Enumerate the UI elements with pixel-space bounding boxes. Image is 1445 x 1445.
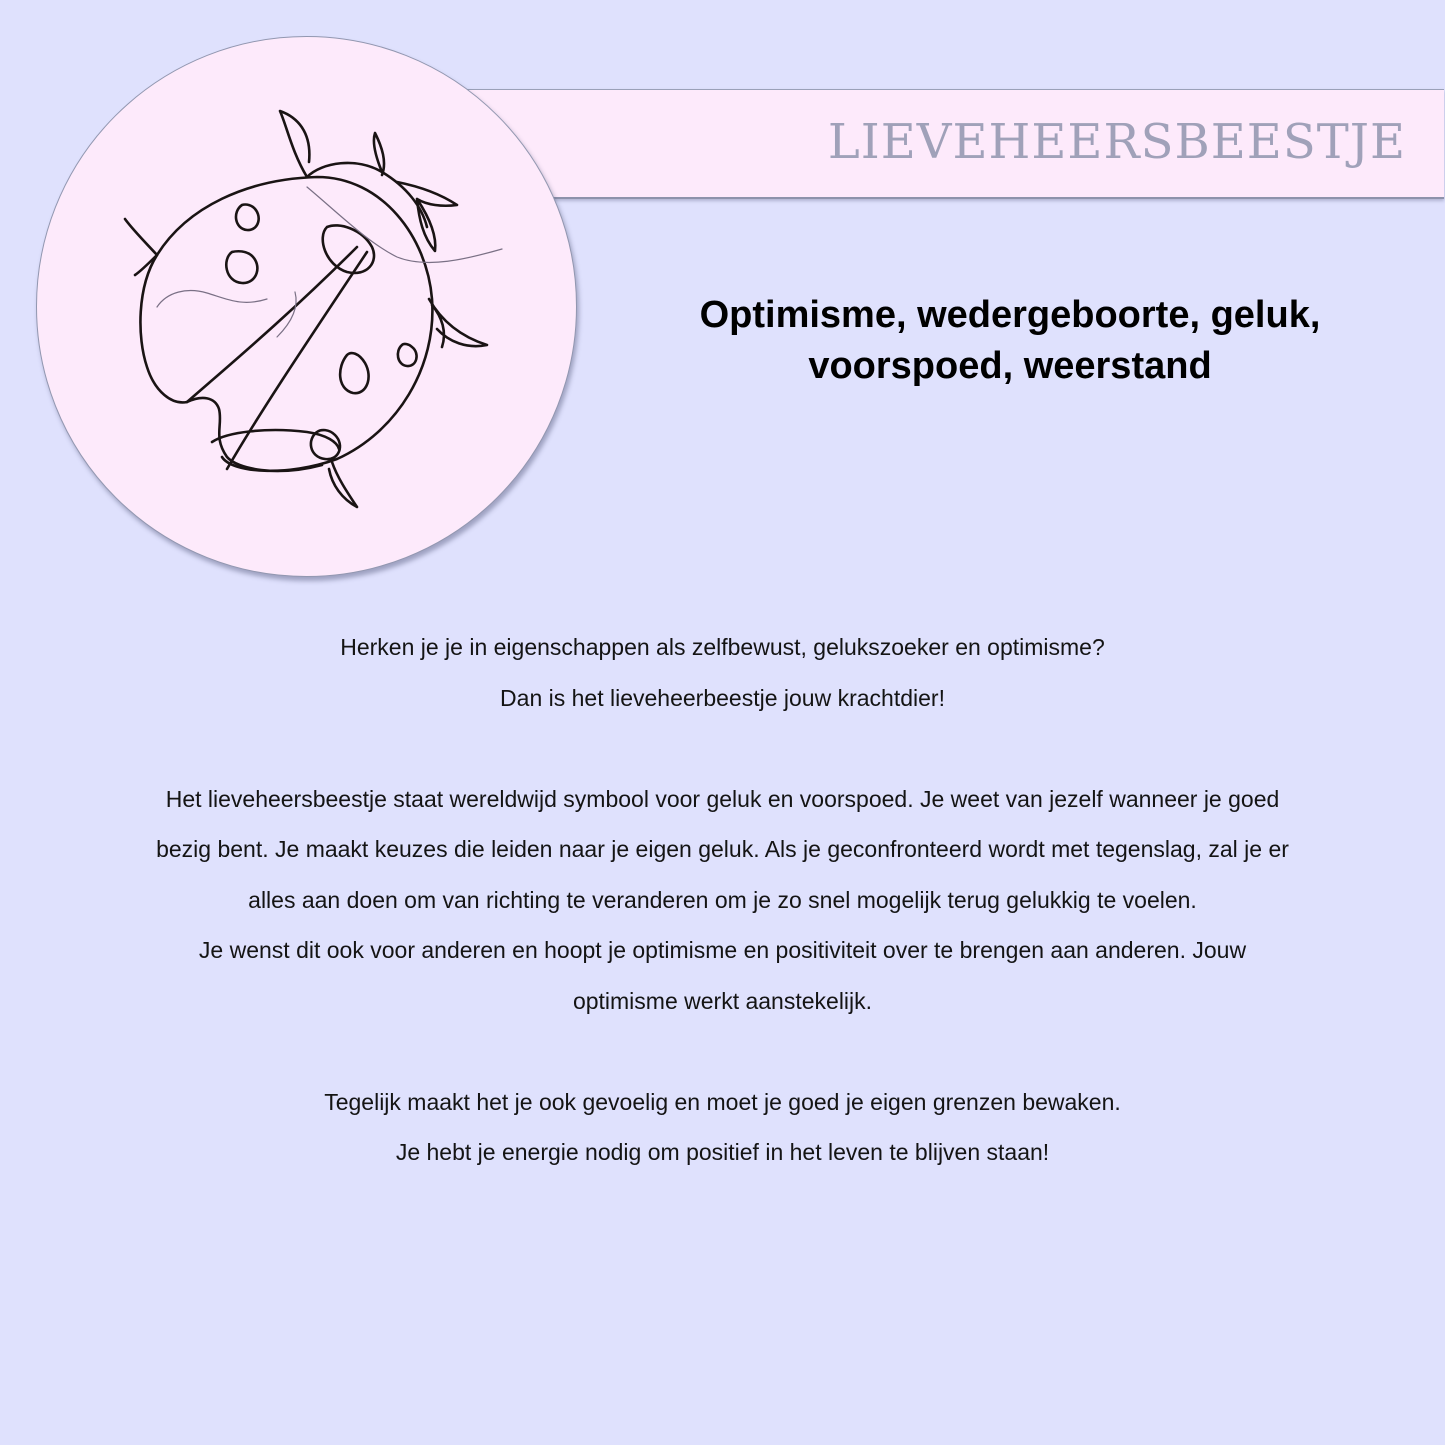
ladybug-spot-5 bbox=[398, 344, 417, 366]
description-line-3: alles aan doen om van richting te veranderen om je zo snel mogelijk terug gelukkig te voelen. bbox=[248, 886, 1197, 913]
ladybug-spot-1 bbox=[236, 205, 259, 231]
page-title: LIEVEHEERSBEESTJE bbox=[827, 114, 1406, 170]
intro-line-2: Dan is het lieveheerbeestje jouw krachtdier! bbox=[500, 684, 945, 711]
closing-line-1: Tegelijk maakt het je ook gevoelig en moet je goed je eigen grenzen bewaken. bbox=[324, 1088, 1121, 1115]
subtitle bbox=[640, 290, 1380, 392]
ladybug-bottom-curve bbox=[187, 398, 322, 471]
ladybug-left-edge bbox=[140, 255, 187, 402]
ladybug-leg-bottom bbox=[329, 462, 357, 507]
ladybug-line-art-icon bbox=[37, 37, 577, 577]
paragraph-gap bbox=[40, 1026, 1405, 1077]
ladybug-emblem bbox=[36, 36, 577, 577]
description-line-1: Het lieveheersbeestje staat wereldwijd symbool voor geluk en voorspoed. Je weet van jezelf wanneer je goed bbox=[165, 785, 1280, 812]
ladybug-belly-loop bbox=[212, 430, 339, 449]
closing-line-2: Je hebt je energie nodig om positief in het leven te blijven staan! bbox=[395, 1139, 1050, 1165]
ladybug-antenna-left bbox=[280, 111, 309, 177]
ladybug-spot-2 bbox=[226, 251, 257, 283]
ladybug-wing-line-2 bbox=[227, 252, 367, 469]
ladybug-head bbox=[307, 163, 427, 227]
description-line-4: Je wenst dit ook voor anderen en hoopt je optimisme en positiviteit over te brengen aan anderen. Jouw bbox=[198, 937, 1247, 963]
ladybug-leg-right bbox=[429, 299, 487, 347]
description-line-5: optimisme werkt aanstekelijk. bbox=[572, 987, 873, 1014]
paragraph-gap bbox=[40, 723, 1405, 774]
subtitle-line-1: Optimisme, wedergeboorte, geluk, bbox=[699, 294, 1321, 336]
intro-line-1: Herken je je in eigenschappen als zelfbewust, gelukszoeker en optimisme? bbox=[340, 634, 1105, 660]
ladybug-spot-4 bbox=[340, 353, 368, 393]
ladybug-body-outline bbox=[157, 177, 432, 471]
ladybug-wing-line-1 bbox=[187, 247, 357, 402]
subtitle-line-2: voorspoed, weerstand bbox=[808, 345, 1212, 387]
ladybug-spot-3 bbox=[323, 225, 374, 273]
description-line-2: bezig bent. Je maakt keuzes die leiden naar je eigen geluk. Als je geconfronteerd wordt met tegenslag, zal je er bbox=[156, 836, 1289, 862]
body-text bbox=[40, 622, 1405, 1178]
ladybug-thin-line-2 bbox=[157, 291, 267, 307]
